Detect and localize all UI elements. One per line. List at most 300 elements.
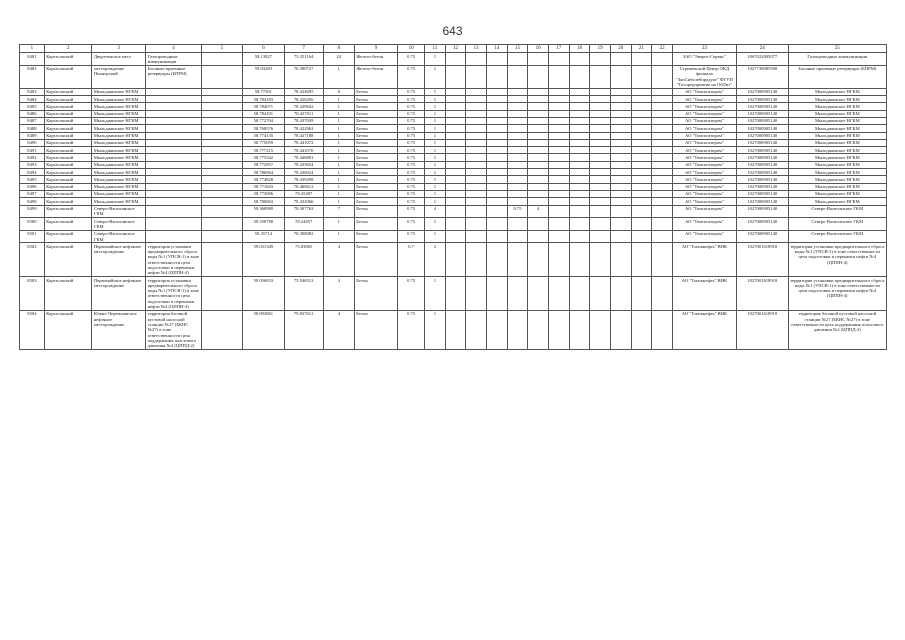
cell-reg: 1027000905140: [736, 132, 788, 139]
cell-object: территория блочной кустовой насосной станции №27 (БКНС №27) в зоне ответственности цеха поддержания пластового давления №2 (ЦППД-2): [146, 310, 202, 349]
cell-lat: 59.056833: [243, 277, 284, 311]
cell-extra1: [507, 147, 528, 154]
cell-empty: [487, 176, 508, 183]
column-number-cell: 23: [672, 45, 736, 53]
cell-qty: 1: [425, 65, 446, 88]
cell-material: Бетон: [354, 190, 397, 197]
cell-empty: [487, 117, 508, 124]
cell-object: [146, 198, 202, 205]
cell-lon: 78.435654: [284, 161, 323, 168]
cell-empty: [569, 310, 590, 349]
cell-extra2: [528, 117, 549, 124]
cell-value: 0.75: [398, 53, 425, 66]
column-number-row: [20, 45, 887, 53]
column-number-cell: 4: [146, 45, 202, 53]
cell-value: 0.75: [398, 277, 425, 311]
cell-object: [146, 110, 202, 117]
cell-value: 0.75: [398, 198, 425, 205]
cell-location: Мыльджинское НГКМ: [92, 154, 146, 161]
cell-empty: [590, 218, 611, 231]
cell-location: Мыльджинское НГКМ: [92, 110, 146, 117]
cell-extra1: [507, 310, 528, 349]
cell-count: 1: [323, 103, 354, 110]
cell-object: [146, 183, 202, 190]
cell-empty: [466, 243, 487, 277]
cell-empty: [652, 230, 673, 243]
cell-empty: [631, 198, 652, 205]
cell-count: 1: [323, 139, 354, 146]
cell-empty: [548, 117, 569, 124]
cell-empty: [590, 277, 611, 311]
cell-org: АО "Томскгазпром": [672, 218, 736, 231]
cell-empty: [548, 310, 569, 349]
cell-location: Мыльджинское НГКМ: [92, 161, 146, 168]
cell-extra1: [507, 176, 528, 183]
cell-extra1: [507, 103, 528, 110]
cell-purpose: территория блочной кустовой насосной станции №27 (БКНС №27) в зоне ответственности цеха поддержания пластового давления №2 (ЦППД-2): [788, 310, 886, 349]
cell-count: 1: [323, 169, 354, 176]
cell-qty: 1: [425, 154, 446, 161]
cell-district: Каргасокский: [44, 230, 92, 243]
cell-empty: [590, 230, 611, 243]
cell-empty: [201, 110, 242, 117]
table-row: [20, 117, 887, 124]
cell-empty: [445, 176, 466, 183]
cell-reg: 1027739085500: [736, 65, 788, 88]
cell-value: 0.75: [398, 310, 425, 349]
cell-empty: [445, 154, 466, 161]
cell-purpose: Северо-Васюганское ГКМ: [788, 218, 886, 231]
cell-material: Бетон: [354, 205, 397, 218]
cell-purpose: Мыльджинское НГКМ: [788, 198, 886, 205]
cell-district: Каргасокский: [44, 161, 92, 168]
cell-qty: 1: [425, 117, 446, 124]
cell-org: Стрежевской Центр ОКД филиала "ЗапСибхлебпродукт" ФГУП "Госпредприятие на ОбЛит": [672, 65, 736, 88]
cell-location: Северо-Васюганское ГКМ: [92, 218, 146, 231]
cell-extra2: [528, 277, 549, 311]
cell-district: Каргасокский: [44, 132, 92, 139]
cell-empty: [652, 190, 673, 197]
cell-lon: 78.443570: [284, 147, 323, 154]
cell-lon: 78.422962: [284, 125, 323, 132]
cell-extra2: [528, 96, 549, 103]
column-number-cell: 19: [590, 45, 611, 53]
cell-empty: [590, 176, 611, 183]
cell-empty: [487, 53, 508, 66]
cell-count: 1: [323, 198, 354, 205]
cell-district: Каргасокский: [44, 277, 92, 311]
cell-lon: 78.460612: [284, 183, 323, 190]
cell-id: 8492: [20, 154, 45, 161]
cell-empty: [487, 147, 508, 154]
cell-empty: [590, 139, 611, 146]
table-row: [20, 154, 887, 161]
cell-qty: 1: [425, 161, 446, 168]
cell-district: Каргасокский: [44, 205, 92, 218]
cell-purpose: Мыльджинское НГКМ: [788, 110, 886, 117]
cell-empty: [569, 117, 590, 124]
column-number-cell: 17: [548, 45, 569, 53]
cell-org: АО "Томскгазпром": [672, 132, 736, 139]
cell-location: Двуреченское мест.: [92, 53, 146, 66]
cell-object: [146, 125, 202, 132]
cell-empty: [466, 103, 487, 110]
cell-empty: [652, 117, 673, 124]
cell-lon: 76.580727: [284, 65, 323, 88]
cell-reg: 1027000905140: [736, 110, 788, 117]
cell-empty: [569, 183, 590, 190]
cell-empty: [201, 53, 242, 66]
cell-empty: [590, 243, 611, 277]
cell-district: Каргасокский: [44, 169, 92, 176]
cell-extra1: [507, 190, 528, 197]
cell-location: Мыльджинское НГКМ: [92, 132, 146, 139]
cell-empty: [445, 218, 466, 231]
cell-empty: [631, 169, 652, 176]
cell-value: 0.75: [398, 161, 425, 168]
cell-qty: 1: [425, 218, 446, 231]
cell-empty: [445, 230, 466, 243]
column-number-cell: 3: [92, 45, 146, 53]
table-row: [20, 65, 887, 88]
cell-lat: 58.780063: [243, 198, 284, 205]
cell-empty: [548, 176, 569, 183]
cell-lat: 58.77501: [243, 88, 284, 95]
cell-lon: 78.437039: [284, 117, 323, 124]
cell-id: 8485: [20, 103, 45, 110]
registry-body: [20, 45, 887, 350]
cell-empty: [631, 218, 652, 231]
cell-reg: 1027000905140: [736, 218, 788, 231]
cell-purpose: Мыльджинское НГКМ: [788, 117, 886, 124]
cell-empty: [590, 65, 611, 88]
cell-org: АО "Томскгазпром": [672, 205, 736, 218]
cell-org: ЗАО "Энерго-Сервис": [672, 53, 736, 66]
cell-district: Каргасокский: [44, 183, 92, 190]
cell-lat: 58.786964: [243, 169, 284, 176]
cell-empty: [548, 183, 569, 190]
cell-empty: [201, 198, 242, 205]
cell-qty: 1: [425, 96, 446, 103]
cell-empty: [631, 103, 652, 110]
cell-count: 1: [323, 110, 354, 117]
cell-lon: 78.427011: [284, 110, 323, 117]
cell-extra1: [507, 169, 528, 176]
cell-count: 24: [323, 53, 354, 66]
cell-empty: [548, 243, 569, 277]
cell-object: Блочные приемные резервуары (БПРМ): [146, 65, 202, 88]
cell-qty: 1: [425, 190, 446, 197]
table-row: [20, 176, 887, 183]
cell-count: 4: [323, 277, 354, 311]
cell-empty: [590, 310, 611, 349]
cell-empty: [487, 183, 508, 190]
cell-extra2: [528, 147, 549, 154]
cell-org: АО "Томскгазпром": [672, 190, 736, 197]
cell-reg: 1027000905140: [736, 198, 788, 205]
cell-empty: [631, 190, 652, 197]
cell-empty: [569, 53, 590, 66]
cell-empty: [201, 183, 242, 190]
cell-value: 0.75: [398, 139, 425, 146]
cell-location: Мыльджинское НГКМ: [92, 125, 146, 132]
cell-empty: [652, 110, 673, 117]
cell-empty: [631, 117, 652, 124]
cell-id: 8499: [20, 205, 45, 218]
cell-lon: 78.436024: [284, 169, 323, 176]
cell-object: [146, 96, 202, 103]
cell-empty: [569, 169, 590, 176]
cell-empty: [466, 205, 487, 218]
cell-empty: [610, 205, 631, 218]
cell-empty: [631, 96, 652, 103]
cell-id: 8504: [20, 310, 45, 349]
cell-extra1: 0.75: [507, 205, 528, 218]
cell-empty: [590, 190, 611, 197]
cell-empty: [466, 53, 487, 66]
cell-reg: 1027000905140: [736, 139, 788, 146]
cell-extra2: [528, 243, 549, 277]
cell-reg: 1027000905140: [736, 205, 788, 218]
cell-material: Бетон: [354, 132, 397, 139]
cell-material: Бетон: [354, 103, 397, 110]
cell-empty: [445, 243, 466, 277]
cell-empty: [569, 132, 590, 139]
table-row: [20, 243, 887, 277]
cell-count: 1: [323, 183, 354, 190]
cell-object: [146, 190, 202, 197]
cell-object: [146, 176, 202, 183]
cell-count: 4: [323, 243, 354, 277]
cell-id: 8502: [20, 243, 45, 277]
cell-empty: [610, 139, 631, 146]
cell-empty: [590, 132, 611, 139]
cell-lat: 59.031349: [243, 243, 284, 277]
cell-count: 1: [323, 132, 354, 139]
cell-empty: [201, 65, 242, 88]
cell-empty: [548, 190, 569, 197]
cell-org: АО "Томскгазпром": [672, 147, 736, 154]
cell-purpose: территория установки предварительного сброса воды №1 (УПСВ-1) в зоне ответственности цеха подготовки и перекачки нефти №4 (ЦППН-4): [788, 243, 886, 277]
cell-material: Бетон: [354, 110, 397, 117]
cell-lon: 75.946512: [284, 277, 323, 311]
cell-lat: 58.784183: [243, 96, 284, 103]
cell-empty: [201, 176, 242, 183]
cell-material: Бетон: [354, 96, 397, 103]
cell-object: [146, 147, 202, 154]
cell-empty: [548, 96, 569, 103]
cell-material: Бетон: [354, 169, 397, 176]
cell-lon: 78.308082: [284, 230, 323, 243]
cell-value: 0.75: [398, 147, 425, 154]
cell-empty: [445, 96, 466, 103]
cell-empty: [631, 125, 652, 132]
cell-reg: 1027000905140: [736, 125, 788, 132]
cell-empty: [610, 161, 631, 168]
table-row: [20, 198, 887, 205]
column-number-cell: 20: [610, 45, 631, 53]
cell-empty: [201, 103, 242, 110]
cell-empty: [652, 132, 673, 139]
cell-empty: [487, 103, 508, 110]
cell-district: Каргасокский: [44, 243, 92, 277]
cell-qty: 4: [425, 205, 446, 218]
cell-extra2: [528, 198, 549, 205]
table-row: [20, 53, 887, 66]
cell-qty: 1: [425, 230, 446, 243]
cell-empty: [652, 88, 673, 95]
cell-district: Каргасокский: [44, 218, 92, 231]
cell-reg: 1027001618918: [736, 310, 788, 349]
cell-empty: [652, 218, 673, 231]
cell-empty: [548, 205, 569, 218]
cell-reg: 1027000905140: [736, 103, 788, 110]
cell-lon: 78.45287: [284, 190, 323, 197]
cell-empty: [487, 310, 508, 349]
cell-location: Первомайское нефтяное месторождение: [92, 243, 146, 277]
cell-location: Первомайское нефтяное месторождение: [92, 277, 146, 311]
cell-id: 8491: [20, 147, 45, 154]
cell-empty: [445, 88, 466, 95]
cell-id: 8503: [20, 277, 45, 311]
cell-district: Каргасокский: [44, 139, 92, 146]
cell-empty: [652, 103, 673, 110]
cell-empty: [569, 96, 590, 103]
cell-location: Мыльджинское НГКМ: [92, 103, 146, 110]
cell-extra2: [528, 310, 549, 349]
cell-location: Южно-Черемшанское нефтяное месторождение: [92, 310, 146, 349]
cell-location: месторождение Пионерский: [92, 65, 146, 88]
cell-value: 0.75: [398, 132, 425, 139]
cell-empty: [201, 243, 242, 277]
cell-reg: 1027000905140: [736, 176, 788, 183]
cell-location: Мыльджинское НГКМ: [92, 147, 146, 154]
cell-lat: 59.358788: [243, 218, 284, 231]
cell-empty: [466, 183, 487, 190]
cell-empty: [569, 125, 590, 132]
cell-extra1: [507, 125, 528, 132]
cell-empty: [610, 310, 631, 349]
cell-qty: 1: [425, 125, 446, 132]
cell-empty: [466, 176, 487, 183]
column-number-cell: 24: [736, 45, 788, 53]
cell-extra1: [507, 53, 528, 66]
cell-lon: 78.446881: [284, 154, 323, 161]
cell-extra2: [528, 139, 549, 146]
cell-empty: [201, 139, 242, 146]
cell-reg: 1027000905140: [736, 96, 788, 103]
cell-empty: [590, 147, 611, 154]
cell-empty: [487, 88, 508, 95]
table-row: [20, 132, 887, 139]
cell-empty: [445, 310, 466, 349]
cell-extra1: [507, 110, 528, 117]
cell-location: Мыльджинское НГКМ: [92, 190, 146, 197]
cell-material: Бетон: [354, 147, 397, 154]
cell-lat: 59.360080: [243, 205, 284, 218]
column-number-cell: 8: [323, 45, 354, 53]
cell-org: АО "Томскгазпром": [672, 88, 736, 95]
cell-empty: [487, 65, 508, 88]
cell-lon: 78.424695: [284, 88, 323, 95]
cell-purpose: Газопроводные коммуникации: [788, 53, 886, 66]
cell-lon: 78.437188: [284, 132, 323, 139]
cell-empty: [548, 125, 569, 132]
cell-material: Бетон: [354, 218, 397, 231]
cell-empty: [610, 88, 631, 95]
cell-object: [146, 88, 202, 95]
cell-qty: 1: [425, 277, 446, 311]
cell-empty: [652, 176, 673, 183]
cell-value: 0.7: [398, 243, 425, 277]
column-number-cell: 2: [44, 45, 92, 53]
column-number-cell: 18: [569, 45, 590, 53]
column-number-cell: 9: [354, 45, 397, 53]
cell-org: АО "Томскгазпром": [672, 110, 736, 117]
cell-empty: [569, 139, 590, 146]
cell-empty: [548, 110, 569, 117]
cell-reg: 1067022005077: [736, 53, 788, 66]
cell-empty: [610, 53, 631, 66]
cell-extra2: [528, 88, 549, 95]
cell-object: [146, 103, 202, 110]
cell-reg: 1027001618918: [736, 277, 788, 311]
column-number-cell: 6: [243, 45, 284, 53]
cell-value: 0.75: [398, 65, 425, 88]
cell-extra2: [528, 176, 549, 183]
cell-empty: [569, 243, 590, 277]
cell-extra1: [507, 277, 528, 311]
cell-empty: [631, 277, 652, 311]
cell-lat: 59.35714: [243, 230, 284, 243]
cell-empty: [631, 205, 652, 218]
cell-district: Каргасокский: [44, 147, 92, 154]
cell-empty: [590, 117, 611, 124]
cell-count: 1: [323, 147, 354, 154]
cell-extra1: [507, 183, 528, 190]
cell-empty: [445, 277, 466, 311]
cell-count: 1: [323, 96, 354, 103]
cell-empty: [466, 132, 487, 139]
cell-empty: [610, 218, 631, 231]
cell-empty: [201, 161, 242, 168]
cell-material: Бетон: [354, 154, 397, 161]
cell-qty: 1: [425, 310, 446, 349]
cell-empty: [487, 110, 508, 117]
cell-value: 0.75: [398, 205, 425, 218]
cell-empty: [466, 125, 487, 132]
cell-empty: [569, 176, 590, 183]
cell-empty: [201, 230, 242, 243]
cell-lat: 58.775342: [243, 154, 284, 161]
cell-extra2: [528, 110, 549, 117]
cell-id: 8497: [20, 190, 45, 197]
table-row: [20, 183, 887, 190]
cell-empty: [487, 125, 508, 132]
cell-empty: [569, 88, 590, 95]
cell-empty: [487, 132, 508, 139]
cell-empty: [548, 53, 569, 66]
cell-district: Каргасокский: [44, 198, 92, 205]
cell-lat: 58.784291: [243, 110, 284, 117]
cell-empty: [466, 117, 487, 124]
cell-material: Бетон: [354, 230, 397, 243]
cell-object: [146, 230, 202, 243]
cell-purpose: Мыльджинское НГКМ: [788, 88, 886, 95]
cell-empty: [652, 183, 673, 190]
cell-empty: [466, 88, 487, 95]
cell-empty: [610, 147, 631, 154]
